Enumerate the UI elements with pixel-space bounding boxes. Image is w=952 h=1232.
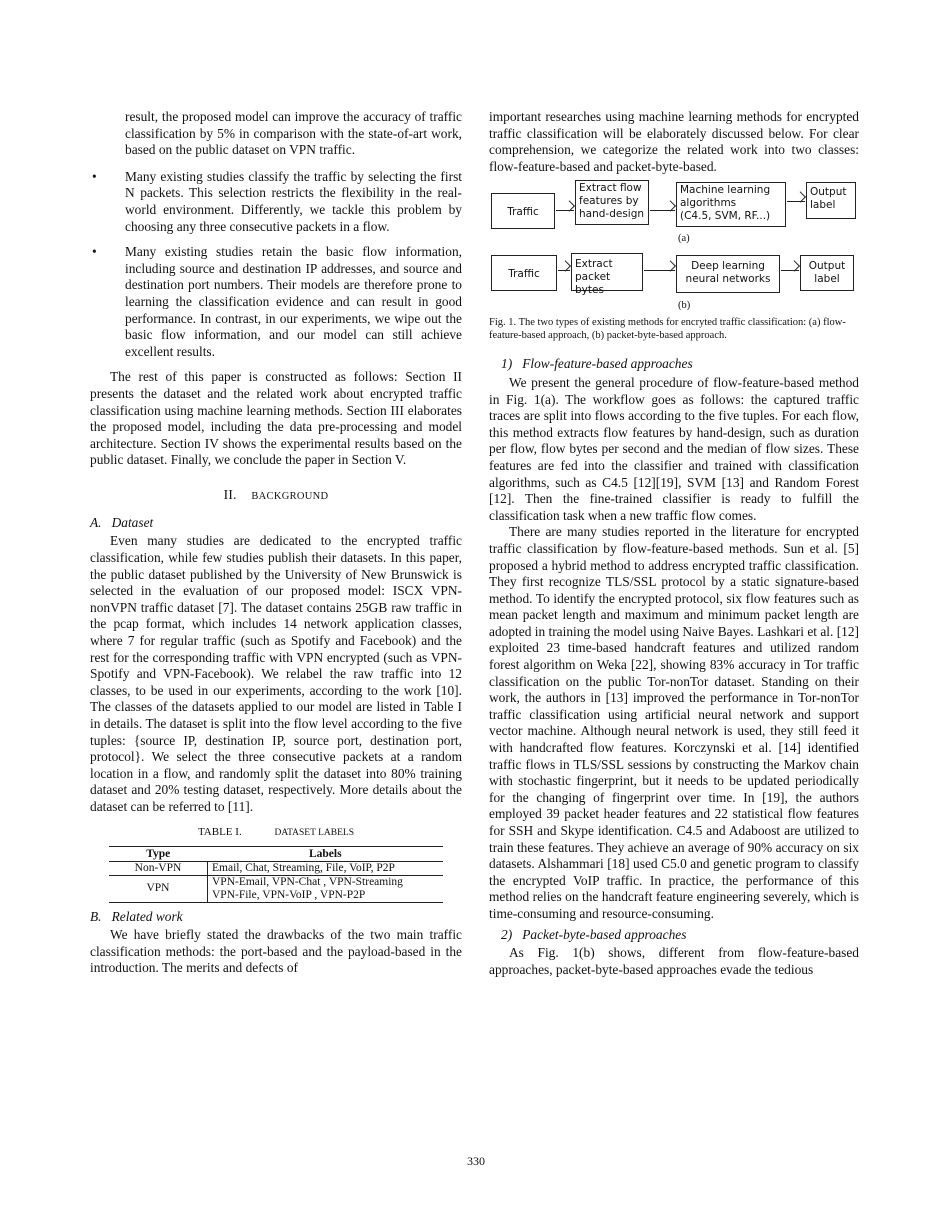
left-column	[90, 109, 462, 977]
extract-packet-bytes-box	[571, 253, 643, 297]
subsection-label: A.	[90, 514, 102, 530]
figure-caption: Fig. 1. The two types of existing methods for encryted traffic classification: (a) flow-feature-based approach, (b) packet-byte-based approach.	[489, 317, 846, 342]
dataset-labels-table	[109, 846, 443, 903]
traffic-box-b: Traffic	[491, 255, 557, 291]
machine-learning-box	[676, 182, 786, 227]
table-header-labels: Labels	[208, 846, 444, 861]
box-line: Output	[808, 260, 846, 273]
figure-1	[489, 179, 859, 314]
figure-sub-label-a: (a)	[678, 233, 690, 245]
arrow-right-icon	[781, 270, 799, 271]
bullet-icon: •	[92, 244, 97, 260]
arrow-right-icon	[787, 201, 805, 202]
subsubsection-label: 2)	[501, 926, 513, 942]
table-title: DATASET LABELS	[274, 827, 355, 838]
paper-outline-paragraph: The rest of this paper is constructed as follows: Section II presents the dataset and the related work about encrypted traffic classification using machine learning methods. Section III elaborates the proposed model, including the data pre-processing and model architecture. Section IV shows the experimental results based on the public dataset. Finally, we conclude the paper in Section V.	[90, 369, 462, 468]
section-heading	[90, 487, 462, 503]
subsection-heading-related-work	[90, 909, 462, 926]
related-intro-paragraph: important researches using machine learning methods for encrypted traffic classification will be elaborately discussed below. For clear comprehension, we categorize the related work into two classes: flow-feature-based and packet-byte-based.	[489, 109, 859, 174]
subsubsection-title: Packet-byte-based approaches	[522, 926, 687, 942]
subsection-title: Related work	[111, 908, 183, 924]
table-row	[109, 875, 443, 902]
output-label-box-a	[806, 182, 856, 219]
bullet-icon: •	[92, 168, 97, 184]
figure-sub-label-b: (b)	[678, 300, 691, 312]
subsubsection-label: 1)	[501, 356, 513, 372]
arrow-right-icon	[650, 210, 675, 211]
table-cell-line: VPN-File, VPN-VoIP , VPN-P2P	[212, 888, 366, 901]
arrow-right-icon	[556, 210, 574, 211]
box-line: (C4.5, SVM, RF...)	[680, 210, 771, 223]
box-line: algorithms	[680, 197, 737, 210]
right-column	[489, 109, 859, 978]
dataset-paragraph: Even many studies are dedicated to the encrypted traffic classification, while few studies publish their datasets. In this paper, the public dataset published by the University of New Brunswick is selected in the evaluation of our proposed model: ISCX VPN-nonVPN traffic dataset [7]. The dataset contains 25GB raw traffic in the pcap format, which includes 14 network application classes, where 7 for regular traffic (such as Spotify and Facebook) and the rest for the corresponding traffic with VPN encrypted (such as VPN-Spotify and VPN-Facebook). We relabel the raw traffic into 12 classes, to be used in our experiments, according to the work [10]. The classes of the datasets applied to our model are listed in Table I in details. The dataset is split into the flow level according to the five tuples: {source IP, destination IP, source port, destination port, protocol}. We select the three consecutive packets at a random location in a flow, and randomly split the dataset into 80% training dataset and 20% testing dataset, respectively. More details about the dataset can be referred to [11].	[90, 533, 462, 814]
table-row	[109, 861, 443, 875]
box-line: hand-design	[579, 208, 645, 221]
subsubsection-heading-packet-byte	[489, 927, 859, 944]
traffic-box-a: Traffic	[491, 193, 555, 229]
subsubsection-title: Flow-feature-based approaches	[522, 356, 693, 372]
section-number: II.	[223, 486, 237, 502]
table-cell-labels: Email, Chat, Streaming, File, VoIP, P2P	[208, 861, 444, 875]
box-line: Extract	[575, 258, 613, 271]
output-label-box-b	[800, 255, 854, 291]
box-line: Output	[810, 186, 847, 199]
subsection-label: B.	[90, 908, 102, 924]
subsection-title: Dataset	[111, 514, 154, 530]
box-line: label	[810, 199, 836, 212]
box-line: label	[814, 273, 840, 286]
bullet-text: Many existing studies classify the traffic by selecting the first N packets. This selection restricts the flexibility in the real-world environment. Differently, we tackle this problem by choosing any three consecutive packets in a flow.	[125, 168, 462, 234]
deep-learning-box	[676, 255, 780, 293]
table-cell-labels	[208, 875, 444, 902]
box-line: Deep learning	[691, 260, 765, 273]
page-number: 330	[467, 1154, 485, 1168]
table-cell-type: Non-VPN	[109, 861, 208, 875]
box-line: neural networks	[685, 273, 771, 286]
box-line: packet bytes	[575, 271, 611, 297]
flow-feature-paragraph-2: There are many studies reported in the literature for encrypted traffic classification by flow-feature-based methods. Sun et al. [5] proposed a hybrid method to address encrypted traffic classification. They first recognize TLS/SSL protocol by a static signature-based method. To identify the encrypted protocol, six flow features such as mean packet length and maximum and minimum packet length are adopted in training the model using Naive Bayes. Lashkari et al. [12] exploited 23 time-based handcraft features and utilized random forest algorithm on Weka [22], showing 83% accuracy in Tor traffic classification on the public Tor-nonTor dataset. Standing on their work, the authors in [13] improved the performance in Tor-nonTor traffic classification using artificial neural network and support vector machine. Although neural network is used, they still feed it with handcrafted flow features. Korczynski et al. [14] identified traffic flows in TLS/SSL sessions by constructing the Markov chain with stochastic fingerprint, but it needs to be updated periodically for the changing of fingerprint over time. In [19], the authors employed 39 packet header features and 22 statistical flow features for SSH and Skype identification. C4.5 and Adaboost are utilized to train these features. They achieve an average of 90% accuracy on six datasets. Alshammari [18] used C5.0 and genetic program to classify the encrypted VoIP traffic. In practice, the performance of this method relies on the handcraft feature engineering severely, which is time-consuming and resource-consuming.	[489, 524, 860, 921]
packet-byte-paragraph: As Fig. 1(b) shows, different from flow-feature-based approaches, packet-byte-based approaches evade the tedious	[489, 945, 859, 977]
table-label: TABLE I.	[197, 825, 242, 838]
table-caption	[90, 826, 462, 838]
box-line: Machine learning	[680, 184, 771, 197]
list-item	[90, 169, 462, 235]
list-item	[90, 244, 462, 360]
section-title: BACKGROUND	[251, 490, 329, 502]
arrow-right-icon	[558, 270, 570, 271]
intro-tail-paragraph: result, the proposed model can improve the accuracy of traffic classification by 5% in comparison with the state-of-art work, based on the public dataset on VPN traffic.	[125, 109, 462, 158]
subsubsection-heading-flow-feature	[489, 356, 859, 373]
box-line: Extract flow	[579, 182, 642, 195]
contribution-list	[90, 169, 462, 361]
table-cell-line: VPN-Email, VPN-Chat , VPN-Streaming	[212, 875, 403, 888]
bullet-text: Many existing studies retain the basic flow information, including source and destination IP addresses, and source and destination port numbers. Their models are therefore prone to learning the classification evidence and can result in good performance. In contrast, in our experiments, we wipe out the basic flow information, and our model can still achieve excellent results.	[125, 244, 462, 359]
arrow-right-icon	[644, 270, 675, 271]
related-work-paragraph: We have briefly stated the drawbacks of the two main traffic classification methods: the port-based and the payload-based in the introduction. The merits and defects of	[90, 927, 462, 976]
flow-feature-paragraph-1: We present the general procedure of flow-feature-based method in Fig. 1(a). The workflow goes as follows: the captured traffic traces are split into flows according to the five tuples. For each flow, this method extracts flow features by hand-design, such as duration per flow, flow bytes per second and the median of flow sizes. These features are fed into the classifier and trained with classification algorithms, such as C4.5 [12][19], SVM [13] and Random Forest [12]. Then the fine-trained classifier is ready to fulfill the classification task when a new traffic flow comes.	[489, 374, 859, 523]
table-cell-type: VPN	[109, 875, 208, 902]
box-line: features by	[579, 195, 639, 208]
extract-flow-features-box	[575, 180, 649, 225]
table-header-type: Type	[109, 846, 208, 861]
subsection-heading-dataset	[90, 515, 462, 532]
